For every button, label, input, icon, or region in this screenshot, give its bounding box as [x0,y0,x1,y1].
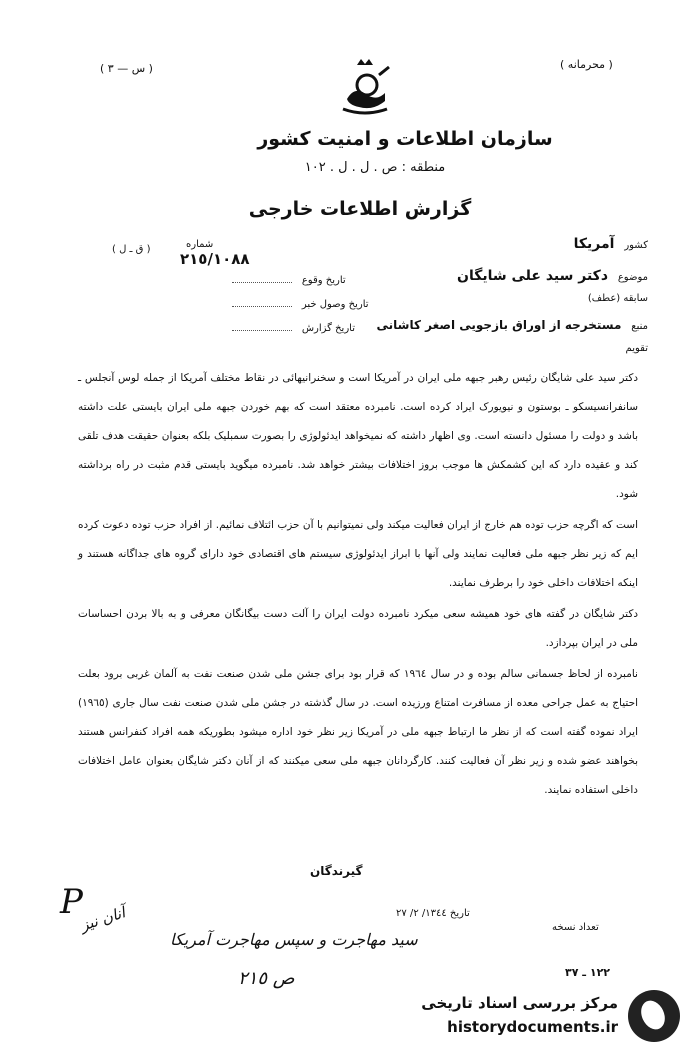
source-field [377,318,648,332]
header-left-code: ( س — ٣ ) [100,62,153,75]
handwritten-side-note: آنان نیز [78,903,128,935]
subject-field [457,268,648,284]
report-date-label: تاریخ گزارش [301,323,355,334]
handwritten-note: سید مهاجرت و سپس مهاجرت آمریکا [170,930,418,949]
received-date-field [232,296,369,310]
received-date-label: تاریخ وصول خبر [301,299,369,310]
handwritten-bottom-note: ص ٢١٥ [238,968,295,989]
country-field [574,236,648,252]
recipients-label: گیرندگان [310,864,363,878]
body-paragraph-3: دکتر شایگان در گفته های خود همیشه سعی میکرد نامبرده دولت ایران را آلت دست بیگانگان معرفی و به بالا بردن احساسات ملی در ایران بپردازد. [78,608,638,649]
report-date-line [232,320,292,331]
received-date-line [232,296,292,307]
report-title: گزارش اطلاعات خارجی [248,198,472,220]
history-field [582,290,648,304]
history-label: سابقه (عطف) [587,293,648,304]
assessment-label: تقویم [625,343,648,354]
organization-name: سازمان اطلاعات و امنیت کشور [257,128,553,150]
source-value: مستخرجه از اوراق بازجویی اصغر کاشانی [376,318,622,332]
reference-code: منطقه : ص . ل . ل . ١٠٢ [304,160,446,175]
assessment-field [620,340,648,354]
source-label: منبع [631,321,648,332]
country-label: کشور [624,240,648,251]
number-label: شماره [186,239,214,250]
event-date-field [232,272,346,286]
watermark [410,990,680,1046]
body-paragraph-2: است که اگرچه حزب توده هم خارج از ایران فعالیت میکند ولی نمیتوانیم با آن حزب ائتلاف نمائیم. از افراد حزب توده دعوت کرده ایم که زیر نظر جبهه ملی فعالیت نمایند ولی آنها با ابراز ایدئولوژی سیستم های اقتصادی خود دارای گروه های جداگانه هستند و اینکه اختلافات داخلی خود را برطرف نمایند. [78,519,638,589]
archive-center-logo-icon [628,990,680,1042]
header-right-code: ( محرمانه ) [560,58,613,71]
copies-label: تعداد نسخه [552,922,599,933]
report-body [78,364,638,805]
event-date-line [232,272,292,283]
report-date-field [232,320,355,334]
number-value: ٢١٥/١٠٨٨ [180,250,250,268]
watermark-name: مرکز بررسی اسناد تاریخی [421,994,618,1012]
subject-value: دکتر سید علی شایگان [457,268,609,284]
body-paragraph-1: دکتر سید علی شایگان رئیس رهبر جبهه ملی ایران در آمریکا است و سخنرانیهائی در نقاط مختلف آمریکا از جمله لوس آنجلس ـ سانفرانسیسکو ـ بوستون و نیویورک ایراد کرده است. نامبرده معتقد است که بهم خوردن جبهه ملی ایران بایستی علت داشته باشد و دولت را مسئول دانسته است. وی اظهار داشته که نمیخواهد ایدئولوژی را بصورت سمبلیک بلکه بعنوان حقیقت هدف تلقی کند و عقیده دارد که این کشمکش ها موجب بروز اختلافات بیشتر خواهد شد. نامبرده میگوید بایستی قدم مثبت در راه برداشته شود. [78,372,638,500]
lion-and-sun-emblem-icon [333,55,397,119]
country-value: آمریکا [573,236,615,252]
footer-date: تاریخ ١٣٤٤/ ٢/ ٢٧ [396,908,470,919]
number-code: ( ق ـ ل ) [112,244,151,255]
form-number: ١٢٢ ـ ٣٧ [565,966,611,979]
event-date-label: تاریخ وقوع [301,275,346,286]
body-paragraph-4: نامبرده از لحاظ جسمانی سالم بوده و در سال ١٩٦٤ که قرار بود برای جشن ملی شدن صنعت نفت به آلمان غربی برود بعلت احتیاج به عمل جراحی معده از مسافرت امتناع ورزیده است. در سال گذشته در جشن ملی شدن صنعت نفت سال جاری (١٩٦٥) ایراد نموده گفته است که از نظر ما ارتباط جبهه ملی در آمریکا زیر نظر خود اداره میشود بطوریکه همه افراد کنفرانس هستند بخواهند عضو شده و زیر نظر آن فعالیت کنند. کارگردانان جبهه ملی سعی میکنند که از آنان دکتر شایگان بعنوان عامل اختلافات داخلی استفاده نمایند. [78,668,638,796]
number-field [180,236,213,250]
subject-label: موضوع [617,272,648,283]
watermark-url: historydocuments.ir [447,1018,618,1036]
handwritten-initial: P [60,882,83,922]
